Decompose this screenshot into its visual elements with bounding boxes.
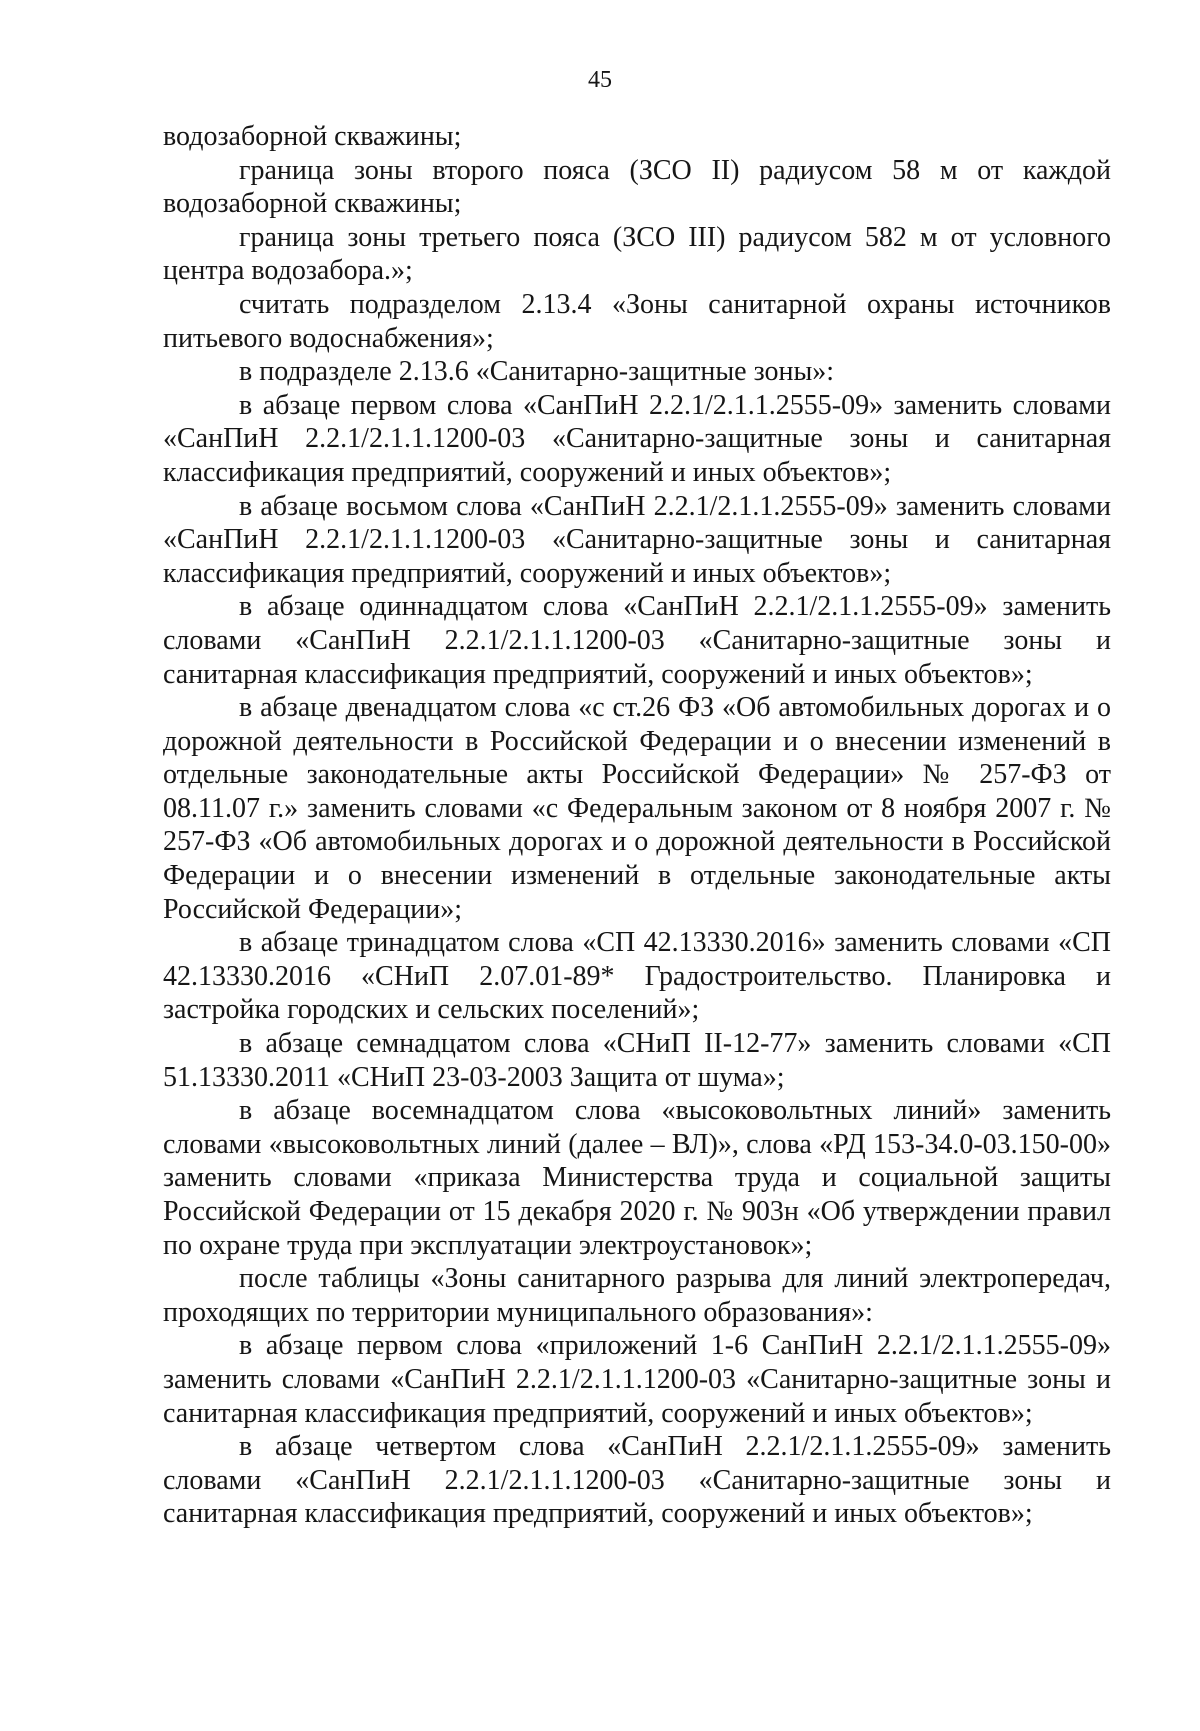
paragraph: в абзаце четвертом слова «СанПиН 2.2.1/2.1.1.2555-09» заменить словами «СанПиН 2.2.1/2.1.1.1200-03 «Санитарно-защитные зоны и санитарная классификация предприятий, сооружений и иных объектов»;	[163, 1431, 1111, 1530]
paragraph: в абзаце первом слова «приложений 1-6 СанПиН 2.2.1/2.1.1.2555-09» заменить словами «СанПиН 2.2.1/2.1.1.1200-03 «Санитарно-защитные зоны и санитарная классификация предприятий, сооружений и иных объектов»;	[163, 1330, 1111, 1429]
paragraph: после таблицы «Зоны санитарного разрыва для линий электропередач, проходящих по территории муниципального образования»:	[163, 1263, 1111, 1328]
paragraph: в абзаце первом слова «СанПиН 2.2.1/2.1.1.2555-09» заменить словами «СанПиН 2.2.1/2.1.1.1200-03 «Санитарно-защитные зоны и санитарная классификация предприятий, сооружений и иных объектов»;	[163, 389, 1111, 488]
paragraph: в абзаце восемнадцатом слова «высоковольтных линий» заменить словами «высоковольтных линий (далее – ВЛ)», слова «РД 153-34.0-03.150-00» заменить словами «приказа Министерства труда и социальной защиты Российской Федерации от 15 декабря 2020 г. № 903н «Об утверждении правил по охране труда при эксплуатации электроустановок»;	[163, 1095, 1111, 1261]
paragraph: в подразделе 2.13.6 «Санитарно-защитные зоны»:	[239, 356, 835, 388]
paragraph: в абзаце семнадцатом слова «СНиП II-12-77» заменить словами «СП 51.13330.2011 «СНиП 23-03-2003 Защита от шума»;	[163, 1028, 1111, 1093]
paragraph: в абзаце восьмом слова «СанПиН 2.2.1/2.1.1.2555-09» заменить словами «СанПиН 2.2.1/2.1.1.1200-03 «Санитарно-защитные зоны и санитарная классификация предприятий, сооружений и иных объектов»;	[163, 490, 1111, 589]
document-body	[163, 120, 1111, 1531]
paragraph: в абзаце одиннадцатом слова «СанПиН 2.2.1/2.1.1.2555-09» заменить словами «СанПиН 2.2.1/2.1.1.1200-03 «Санитарно-защитные зоны и санитарная классификация предприятий, сооружений и иных объектов»;	[163, 591, 1111, 690]
paragraph: в абзаце двенадцатом слова «с ст.26 ФЗ «Об автомобильных дорогах и о дорожной деятельности в Российской Федерации и о внесении изменений в отдельные законодательные акты Российской Федерации» № 257-ФЗ от 08.11.07 г.» заменить словами «с Федеральным законом от 8 ноября 2007 г. № 257-ФЗ «Об автомобильных дорогах и о дорожной деятельности в Российской Федерации и о внесении изменений в отдельные законодательные акты Российской Федерации»;	[163, 692, 1111, 925]
paragraph: водозаборной скважины;	[163, 121, 462, 152]
page-number: 45	[588, 67, 612, 93]
paragraph: считать подразделом 2.13.4 «Зоны санитарной охраны источников питьевого водоснабжения»;	[163, 288, 1111, 354]
paragraph: граница зоны второго пояса (ЗСО II) радиусом 58 м от каждой водозаборной скважины;	[163, 154, 1111, 220]
paragraph: в абзаце тринадцатом слова «СП 42.13330.2016» заменить словами «СП 42.13330.2016 «СНиП 2.07.01-89* Градостроительство. Планировка и застройка городских и сельских поселений»;	[163, 927, 1111, 1026]
paragraph: граница зоны третьего пояса (ЗСО III) радиусом 582 м от условного центра водозабора.»;	[163, 221, 1111, 287]
